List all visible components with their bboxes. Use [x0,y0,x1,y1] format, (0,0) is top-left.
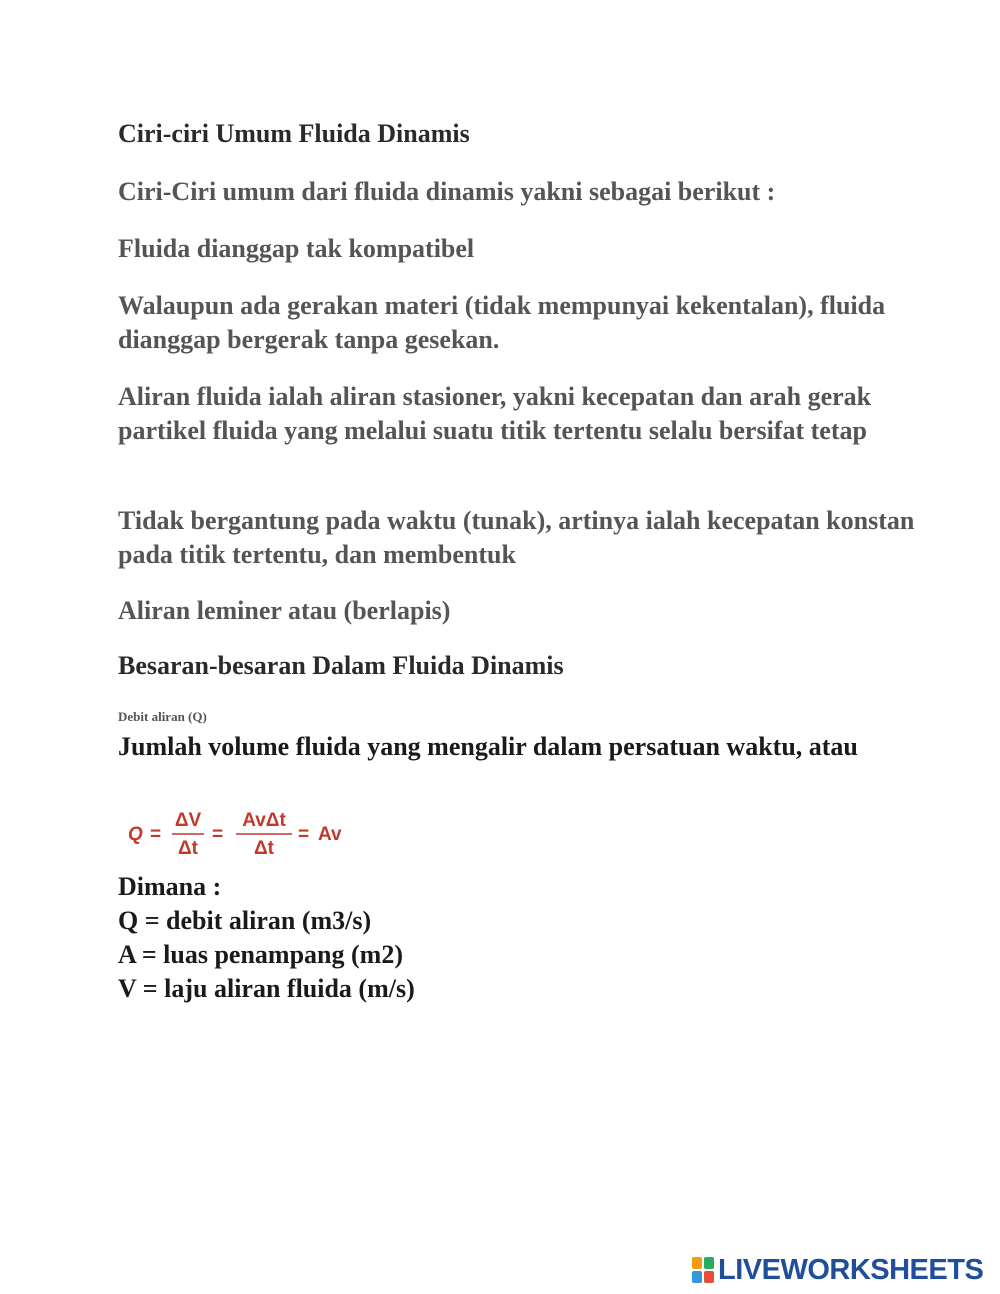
list-item: Walaupun ada gerakan materi (tidak mempunyai kekentalan), fluida dianggap bergerak tanpa gesekan. [118,291,886,354]
page-title: Ciri-ciri Umum Fluida Dinamis [118,119,470,148]
subheading: Debit aliran (Q) [118,709,207,724]
legend-line: V = laju aliran fluida (m/s) [118,974,415,1003]
logo-text: LIVEWORKSHEETS [718,1253,984,1286]
list-item: Fluida dianggap tak kompatibel [118,234,475,263]
definition-text: Jumlah volume fluida yang mengalir dalam persatuan waktu, atau [118,732,858,761]
section-title: Besaran-besaran Dalam Fluida Dinamis [118,651,564,680]
list-item: Tidak bergantung pada waktu (tunak), artinya ialah kecepatan konstan pada titik tertentu, dan membentuk [118,506,915,569]
legend-label: Dimana : [118,872,222,901]
formula-fraction-denominator: Δt [178,838,198,859]
list-item: Aliran leminer atau (berlapis) [118,596,451,625]
legend-line: A = luas penampang (m2) [118,940,403,969]
formula-image [128,804,358,864]
formula-equals: = [212,824,224,845]
list-item: Aliran fluida ialah aliran stasioner, yakni kecepatan dan arah gerak partikel fluida yang melalui suatu titik tertentu selalu bersifat tetap [118,382,872,445]
liveworksheets-icon [692,1257,714,1283]
legend-line: Q = debit aliran (m3/s) [118,906,372,935]
formula-equals: = [298,824,310,845]
formula-fraction-denominator: Δt [254,838,274,859]
formula-equals: = [150,824,162,845]
formula-fraction-numerator: AvΔt [242,810,286,831]
intro-text: Ciri-Ciri umum dari fluida dinamis yakni sebagai berikut : [118,177,776,206]
formula-lhs: Q [128,824,143,845]
formula-fraction-numerator: ΔV [174,810,202,831]
liveworksheets-logo[interactable] [692,1253,983,1287]
formula-rhs: Av [318,824,342,845]
